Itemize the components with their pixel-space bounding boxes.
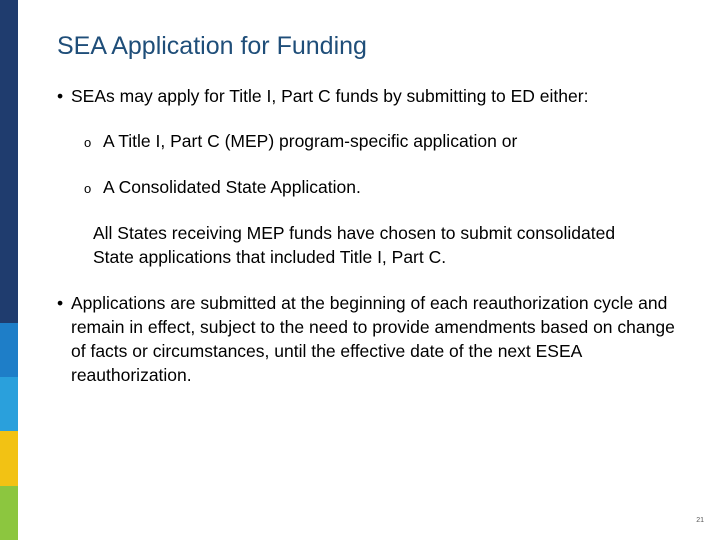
page-number: 21 — [696, 517, 704, 524]
bullet-dot: • — [57, 86, 64, 106]
bullet-dot: • — [57, 293, 64, 313]
side-bar-segment-light-blue — [0, 377, 18, 431]
bullet-text: SEAs may apply for Title I, Part C funds by submitting to ED either: — [71, 86, 589, 106]
side-color-bar — [0, 0, 18, 540]
side-bar-segment-navy — [0, 0, 18, 323]
note-paragraph: All States receiving MEP funds have chosen to submit consolidated State applications that included Title I, Part C. — [93, 223, 616, 267]
bullet-text: Applications are submitted at the beginning of each reauthorization cycle and remain in effect, subject to the need to provide amendments based on change of facts or circumstances, until the effective date of the next ESEA reauthorization. — [71, 293, 675, 385]
side-bar-segment-blue — [0, 323, 18, 377]
sub-bullet-marker: o — [84, 181, 92, 196]
sub-bullet-text: A Title I, Part C (MEP) program-specific application or — [103, 131, 518, 151]
side-bar-segment-yellow — [0, 431, 18, 486]
side-bar-segment-green — [0, 486, 18, 540]
sub-bullet-item — [84, 175, 361, 199]
slide-title: SEA Application for Funding — [57, 32, 367, 60]
bullet-item — [57, 84, 588, 108]
sub-bullet-text: A Consolidated State Application. — [103, 177, 361, 197]
bullet-item — [57, 291, 679, 387]
sub-bullet-marker: o — [84, 135, 92, 150]
sub-bullet-item — [84, 129, 517, 153]
